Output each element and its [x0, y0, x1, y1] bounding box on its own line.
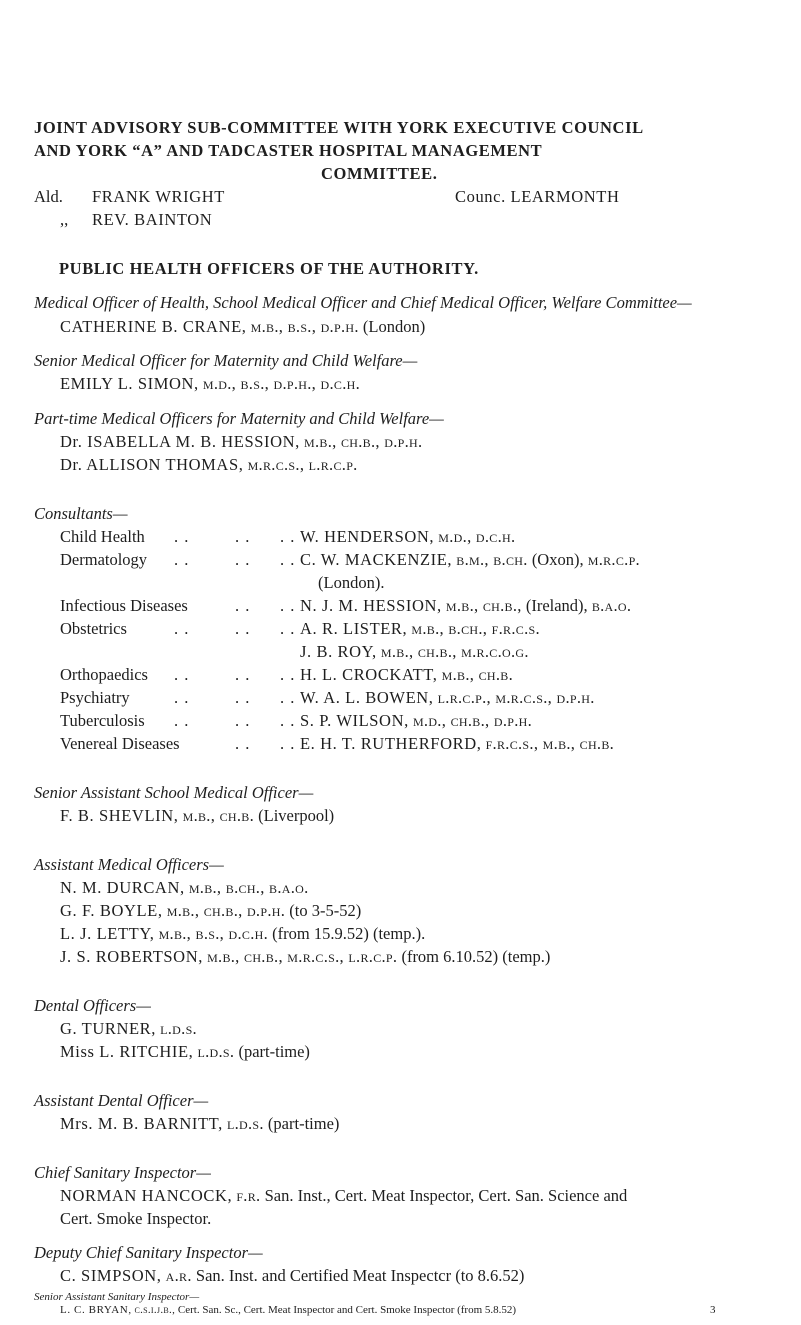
dot-leader: . . — [174, 619, 190, 638]
officer-name: N. M. DURCAN, — [60, 878, 185, 897]
officer-qualifications: m.b., b.s., d.c.h. — [158, 924, 269, 943]
consultant-specialty: Infectious Diseases — [60, 596, 188, 615]
officer-entry — [60, 317, 425, 337]
consultant-entry — [300, 688, 595, 708]
role-heading: Senior Medical Officer for Maternity and Child Welfare— — [34, 351, 418, 370]
role-heading: Medical Officer of Health, School Medical Officer and Chief Medical Officer, Welfare Committee— — [34, 293, 692, 312]
officer-name: W. HENDERSON, — [300, 527, 435, 546]
officer-note: (Ireland), — [525, 596, 588, 615]
officer-note: Cert. Smoke Inspector. — [60, 1209, 212, 1228]
consultant-specialty: Child Health — [60, 527, 145, 546]
officer-qualifications: m.b., ch.b., m.r.c.o.g. — [380, 642, 529, 661]
dot-leader: . . — [280, 596, 296, 615]
officer-entry — [60, 455, 358, 475]
dot-leader: . . — [280, 527, 296, 546]
officer-qualifications: m.d., d.c.h. — [438, 527, 516, 546]
officer-qualifications: l.d.s. — [197, 1042, 235, 1061]
officer-name: CATHERINE B. CRANE, — [60, 317, 247, 336]
officer-qualifications: m.b., b.s., d.p.h. — [250, 317, 359, 336]
officers-heading: PUBLIC HEALTH OFFICERS OF THE AUTHORITY. — [59, 259, 479, 278]
officer-entry — [60, 1042, 310, 1062]
consultant-specialty: Dermatology — [60, 550, 148, 569]
role-heading: Part-time Medical Officers for Maternity and Child Welfare— — [34, 409, 444, 428]
dot-leader: . . — [174, 688, 190, 707]
officer-qualifications: b.a.o. — [591, 596, 632, 615]
role-heading: Deputy Chief Sanitary Inspector— — [34, 1243, 263, 1262]
consultant-entry — [300, 642, 529, 662]
officer-note: Cert. San. Sc., Cert. Meat Inspector and Cert. Smoke Inspector — [177, 1304, 455, 1316]
officer-name: E. H. T. RUTHERFORD, — [300, 734, 482, 753]
officer-name: A. R. LISTER, — [300, 619, 408, 638]
officer-name: W. A. L. BOWEN, — [300, 688, 434, 707]
dot-leader: . . — [235, 550, 251, 569]
dot-leader: . . — [235, 596, 251, 615]
officer-qualifications: l.d.s. — [226, 1114, 264, 1133]
member-name: Counc. LEARMONTH — [455, 187, 620, 206]
consultant-specialty: Psychiatry — [60, 688, 130, 707]
role-heading: Dental Officers— — [34, 996, 151, 1015]
dot-leader: . . — [235, 711, 251, 730]
officer-note: San. Inst., Cert. Meat Inspector, Cert. San. Science and — [264, 1186, 628, 1205]
officer-qualifications: f.r. — [236, 1186, 261, 1205]
officer-name: N. J. M. HESSION, — [300, 596, 442, 615]
officer-qualifications: m.b., ch.b. — [441, 665, 514, 684]
dot-leader: . . — [235, 619, 251, 638]
officer-name: F. B. SHEVLIN, — [60, 806, 179, 825]
officer-entry — [60, 1186, 627, 1206]
consultant-entry — [300, 527, 515, 547]
officer-qualifications: m.b., b.ch., f.r.c.s. — [411, 619, 540, 638]
officer-name: Dr. ALLISON THOMAS, — [60, 455, 244, 474]
officer-note: (from 6.10.52) (temp.) — [401, 947, 551, 966]
dot-leader: . . — [235, 665, 251, 684]
dot-leader: . . — [280, 550, 296, 569]
role-heading: Chief Sanitary Inspector— — [34, 1163, 211, 1182]
committee-title-line2: AND YORK “A” AND TADCASTER HOSPITAL MANAGEMENT — [34, 141, 543, 160]
officer-note: (Oxon), — [531, 550, 584, 569]
dot-leader: . . — [174, 527, 190, 546]
officer-note: San. Inst. and Certified Meat Inspectcr (to 8.6.52) — [195, 1266, 525, 1285]
officer-name: J. S. ROBERTSON, — [60, 947, 203, 966]
role-heading: Assistant Medical Officers— — [34, 855, 224, 874]
member-name: FRANK WRIGHT — [92, 187, 225, 206]
dot-leader: . . — [280, 619, 296, 638]
consultant-entry — [300, 619, 540, 639]
member-prefix: Ald. — [34, 187, 63, 206]
role-heading: Senior Assistant Sanitary Inspector— — [34, 1291, 200, 1303]
dot-leader: . . — [280, 665, 296, 684]
officer-qualifications: l.r.c.p., m.r.c.s., d.p.h. — [437, 688, 595, 707]
consultant-entry — [300, 711, 532, 731]
officer-name: S. P. WILSON, — [300, 711, 409, 730]
consultant-entry — [300, 734, 614, 754]
officer-name: L. J. LETTY, — [60, 924, 155, 943]
officer-name: H. L. CROCKATT, — [300, 665, 438, 684]
dot-leader: . . — [280, 734, 296, 753]
consultant-specialty: Orthopaedics — [60, 665, 148, 684]
consultant-specialty: Obstetrics — [60, 619, 127, 638]
officer-entry — [60, 901, 361, 921]
officer-qualifications: m.b., ch.b., — [445, 596, 522, 615]
dot-leader: . . — [174, 665, 190, 684]
officer-note: (from 15.9.52) (temp.). — [272, 924, 426, 943]
officer-note: (from 5.8.52) — [457, 1304, 517, 1316]
officer-qualifications: f.r.c.s., m.b., ch.b. — [485, 734, 615, 753]
dot-leader: . . — [235, 527, 251, 546]
officer-name: C. SIMPSON, — [60, 1266, 162, 1285]
officer-note: (London) — [362, 317, 426, 336]
officer-entry — [60, 1019, 197, 1039]
committee-title-line3: COMMITTEE. — [321, 164, 438, 183]
officer-entry — [60, 1114, 339, 1134]
officer-name: Miss L. RITCHIE, — [60, 1042, 194, 1061]
role-heading: Consultants— — [34, 504, 128, 523]
dot-leader: . . — [235, 734, 251, 753]
officer-entry — [60, 1266, 524, 1286]
committee-title-line1: JOINT ADVISORY SUB-COMMITTEE WITH YORK EXECUTIVE COUNCIL — [34, 118, 644, 137]
officer-entry — [60, 432, 422, 452]
officer-entry — [60, 1304, 516, 1316]
officer-qualifications: b.m., b.ch. — [456, 550, 528, 569]
officer-note: (London). — [318, 573, 385, 592]
officer-note: (Liverpool) — [258, 806, 335, 825]
officer-entry — [60, 924, 425, 944]
officer-name: G. F. BOYLE, — [60, 901, 163, 920]
officer-qualifications: m.d., ch.b., d.p.h. — [412, 711, 533, 730]
officer-qualifications: m.r.c.s., l.r.c.p. — [247, 455, 358, 474]
officer-name: C. W. MACKENZIE, — [300, 550, 453, 569]
officer-qualifications: m.b., ch.b., d.p.h. — [166, 901, 286, 920]
member-name: REV. BAINTON — [92, 210, 213, 229]
page-number: 3 — [710, 1304, 716, 1316]
officer-name: G. TURNER, — [60, 1019, 156, 1038]
officer-entry — [60, 878, 309, 898]
consultant-entry — [300, 550, 640, 570]
role-heading: Senior Assistant School Medical Officer— — [34, 783, 314, 802]
officer-name: Mrs. M. B. BARNITT, — [60, 1114, 223, 1133]
officer-qualifications: l.d.s. — [160, 1019, 197, 1038]
officer-qualifications: m.d., b.s., d.p.h., d.c.h. — [202, 374, 361, 393]
officer-qualifications: c.s.i.j.b., — [134, 1304, 176, 1316]
role-heading: Assistant Dental Officer— — [34, 1091, 209, 1110]
officer-entry — [60, 806, 334, 826]
member-prefix: ,, — [60, 210, 69, 229]
officer-entry — [60, 374, 360, 394]
consultant-entry — [300, 665, 513, 685]
officer-name: EMILY L. SIMON, — [60, 374, 199, 393]
consultant-specialty: Venereal Diseases — [60, 734, 180, 753]
officer-qualifications: a.r. — [165, 1266, 192, 1285]
dot-leader: . . — [174, 550, 190, 569]
officer-name: NORMAN HANCOCK, — [60, 1186, 233, 1205]
officer-entry — [60, 947, 550, 967]
officer-note: (part-time) — [238, 1042, 310, 1061]
officer-qualifications: m.b., ch.b., m.r.c.s., l.r.c.p. — [207, 947, 398, 966]
dot-leader: . . — [235, 688, 251, 707]
dot-leader: . . — [280, 711, 296, 730]
consultant-specialty: Tuberculosis — [60, 711, 145, 730]
officer-qualifications: m.b., ch.b. — [182, 806, 254, 825]
officer-qualifications: m.b., ch.b., d.p.h. — [304, 432, 423, 451]
officer-qualifications: m.r.c.p. — [587, 550, 640, 569]
consultant-entry — [300, 596, 631, 616]
officer-name: Dr. ISABELLA M. B. HESSION, — [60, 432, 300, 451]
officer-qualifications: m.b., b.ch., b.a.o. — [188, 878, 309, 897]
dot-leader: . . — [280, 688, 296, 707]
officer-note: (to 3-5-52) — [289, 901, 362, 920]
officer-name: J. B. ROY, — [300, 642, 377, 661]
dot-leader: . . — [174, 711, 190, 730]
officer-name: L. C. BRYAN, — [60, 1304, 132, 1316]
officer-note: (part-time) — [267, 1114, 340, 1133]
